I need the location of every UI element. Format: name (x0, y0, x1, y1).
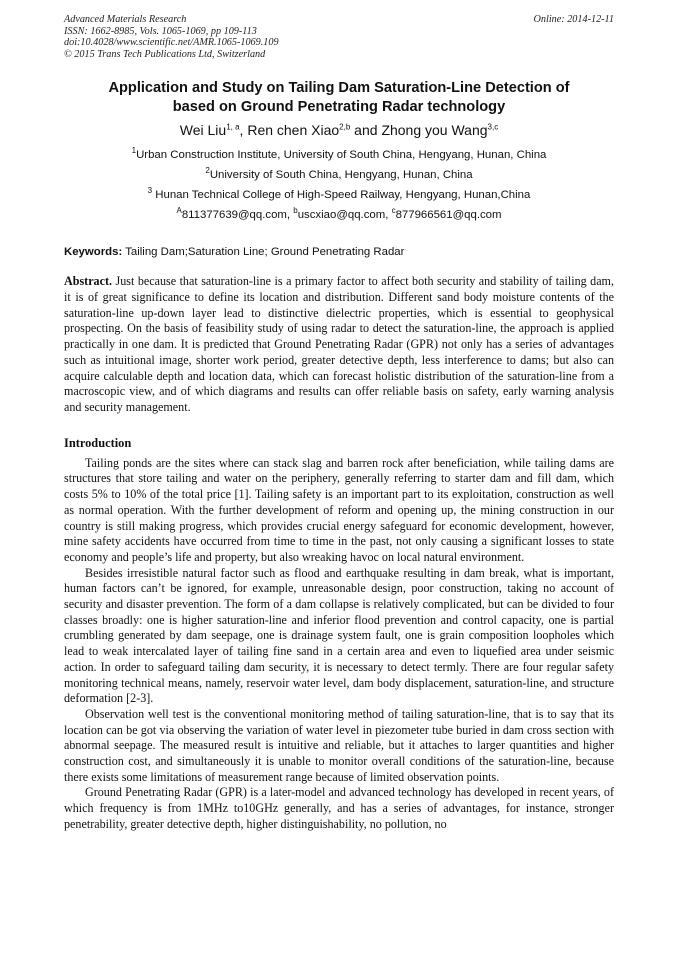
copyright-line: © 2015 Trans Tech Publications Ltd, Switzerland (64, 48, 266, 60)
email-c: 877966561@qq.com (395, 209, 502, 222)
affiliation-1-sup: 1 (131, 146, 137, 156)
author-2-sup: 2,b (339, 122, 351, 132)
email-b: uscxiao@qq.com, (297, 209, 392, 222)
author-3: Zhong you Wang (381, 122, 488, 139)
affiliation-3-sup: 3 (147, 186, 153, 196)
title-line-2: based on Ground Penetrating Radar technology (172, 99, 506, 116)
author-1-sup: 1, a (226, 122, 240, 132)
email-a-sup: A (176, 206, 182, 216)
keywords-text: Tailing Dam;Saturation Line; Ground Penetrating Radar (122, 246, 405, 259)
email-c-sup: c (391, 206, 396, 216)
introduction-body (64, 456, 614, 833)
intro-paragraph-4: Ground Penetrating Radar (GPR) is a later-model and advanced technology has developed in recent years, of which frequency is from 1MHz to10GHz generally, and has a series of advantages, for instance, stronger penetrability, greater detective depth, higher distinguishability, no pollution, no (64, 785, 614, 831)
abstract-text: Just because that saturation-line is a primary factor to affect both security and stability of tailing dam, it is of great significance to define its location and distribution. Different sand body moisture contents of the saturation-line up-down layer lead to distinctive dielectric properties, which is essential to geophysical prospecting. On the basis of feasibility study of using radar to detect the saturation-line, the approach is applied practically in one dam. It is predicted that Ground Penetrating Radar (GPR) not only has a series of advantages such as intuitional image, shorter work period, greater detective depth, less interference to dams; but also can acquire calculable depth and location data, which can forecast holistic distribution of the saturation-line from a macroscopic view, and of which diagrams and results can offer reliable basis on safety, early warning analysis and security management. (64, 274, 614, 414)
journal-info (64, 14, 279, 60)
author-2: Ren chen Xiao (247, 122, 340, 139)
keywords-label: Keywords: (64, 246, 123, 259)
author-1: Wei Liu (179, 122, 227, 139)
author-3-sup: 3,c (487, 122, 499, 132)
intro-paragraph-2: Besides irresistible natural factor such as flood and earthquake resulting in dam break, what is important, human factors can’t be ignored, for example, unreasonable design, poor construction, taking no account of security and disaster prevention. The form of a dam collapse is relatively complicated, but can be divided to four classes broadly: one is higher saturation-line and inferior flood prevention and control capacity, one is partial crumbling generated by dam seepage, one is drainage system fault, one is grain composition loopholes which lead to weak intercalated layer of tailing fine sand in a certain area and even to liquefied area under seismic action. In order to safeguard tailing dam security, it is necessary to detect termly. There are four regular safety monitoring technical means, namely, reservoir water level, dam body displacement, saturation-line, and structure deformation [2-3]. (64, 565, 614, 706)
affiliation-3-text: Hunan Technical College of High-Speed Railway, Hengyang, Hunan,China (152, 189, 531, 202)
intro-paragraph-1: Tailing ponds are the sites where can stack slag and barren rock after beneficiation, while tailing dams are structures that store tailing and water on the periphery, generally referring to starter dam and fill dam, which costs 5% to 10% of the total price [1]. Tailing safety is an important part to its exploitation, construction as well as normal operation. With the further development of reform and opening up, the mining construction in our country is still making progress, which provides crucial energy safeguard for economic development, however, mine safety accidents have occurred from time to time in the past, not only causing a significant losses to state economy and people’s life and property, but also wreaking havoc on local natural environment. (64, 455, 614, 564)
affiliation-1-text: Urban Construction Institute, University of South China, Hengyang, Hunan, China (136, 149, 547, 162)
journal-header (64, 14, 614, 60)
author-separator: , (239, 122, 248, 139)
affiliation-1 (64, 148, 614, 162)
author-emails (64, 208, 614, 222)
online-date: Online: 2014-12-11 (533, 14, 614, 25)
issn-line: ISSN: 1662-8985, Vols. 1065-1069, pp 109-113 (64, 25, 257, 37)
email-a: 811377639@qq.com, (181, 209, 294, 222)
affiliation-3 (64, 188, 614, 202)
section-heading-introduction: Introduction (64, 435, 132, 450)
affiliation-2-text: University of South China, Hengyang, Hunan, China (209, 169, 473, 182)
journal-name: Advanced Materials Research (64, 14, 187, 25)
abstract (64, 274, 614, 415)
keywords (64, 245, 614, 259)
author-list (64, 121, 614, 140)
email-b-sup: b (293, 206, 298, 216)
doi-line: doi:10.4028/www.scientific.net/AMR.1065-1069.109 (64, 37, 279, 49)
title-line-1: Application and Study on Tailing Dam Saturation-Line Detection of (108, 80, 570, 97)
affiliation-2-sup: 2 (205, 166, 210, 176)
affiliation-2 (64, 168, 614, 182)
abstract-label: Abstract. (64, 274, 113, 289)
paper-title (64, 79, 614, 117)
intro-paragraph-3: Observation well test is the conventional monitoring method of tailing saturation-line, that is to say that its location can be got via observing the variation of water level in piezometer tube buried in dam cross section with abnormal seepage. The measured result is intuitive and reliable, but it attaches to larger quantities and higher construction cost, and simultaneously it is unable to monitor overall conditions of the saturation-line, because there exists some limitations of measurement range because of limited observation points. (64, 706, 614, 784)
author-separator: and (350, 122, 382, 139)
